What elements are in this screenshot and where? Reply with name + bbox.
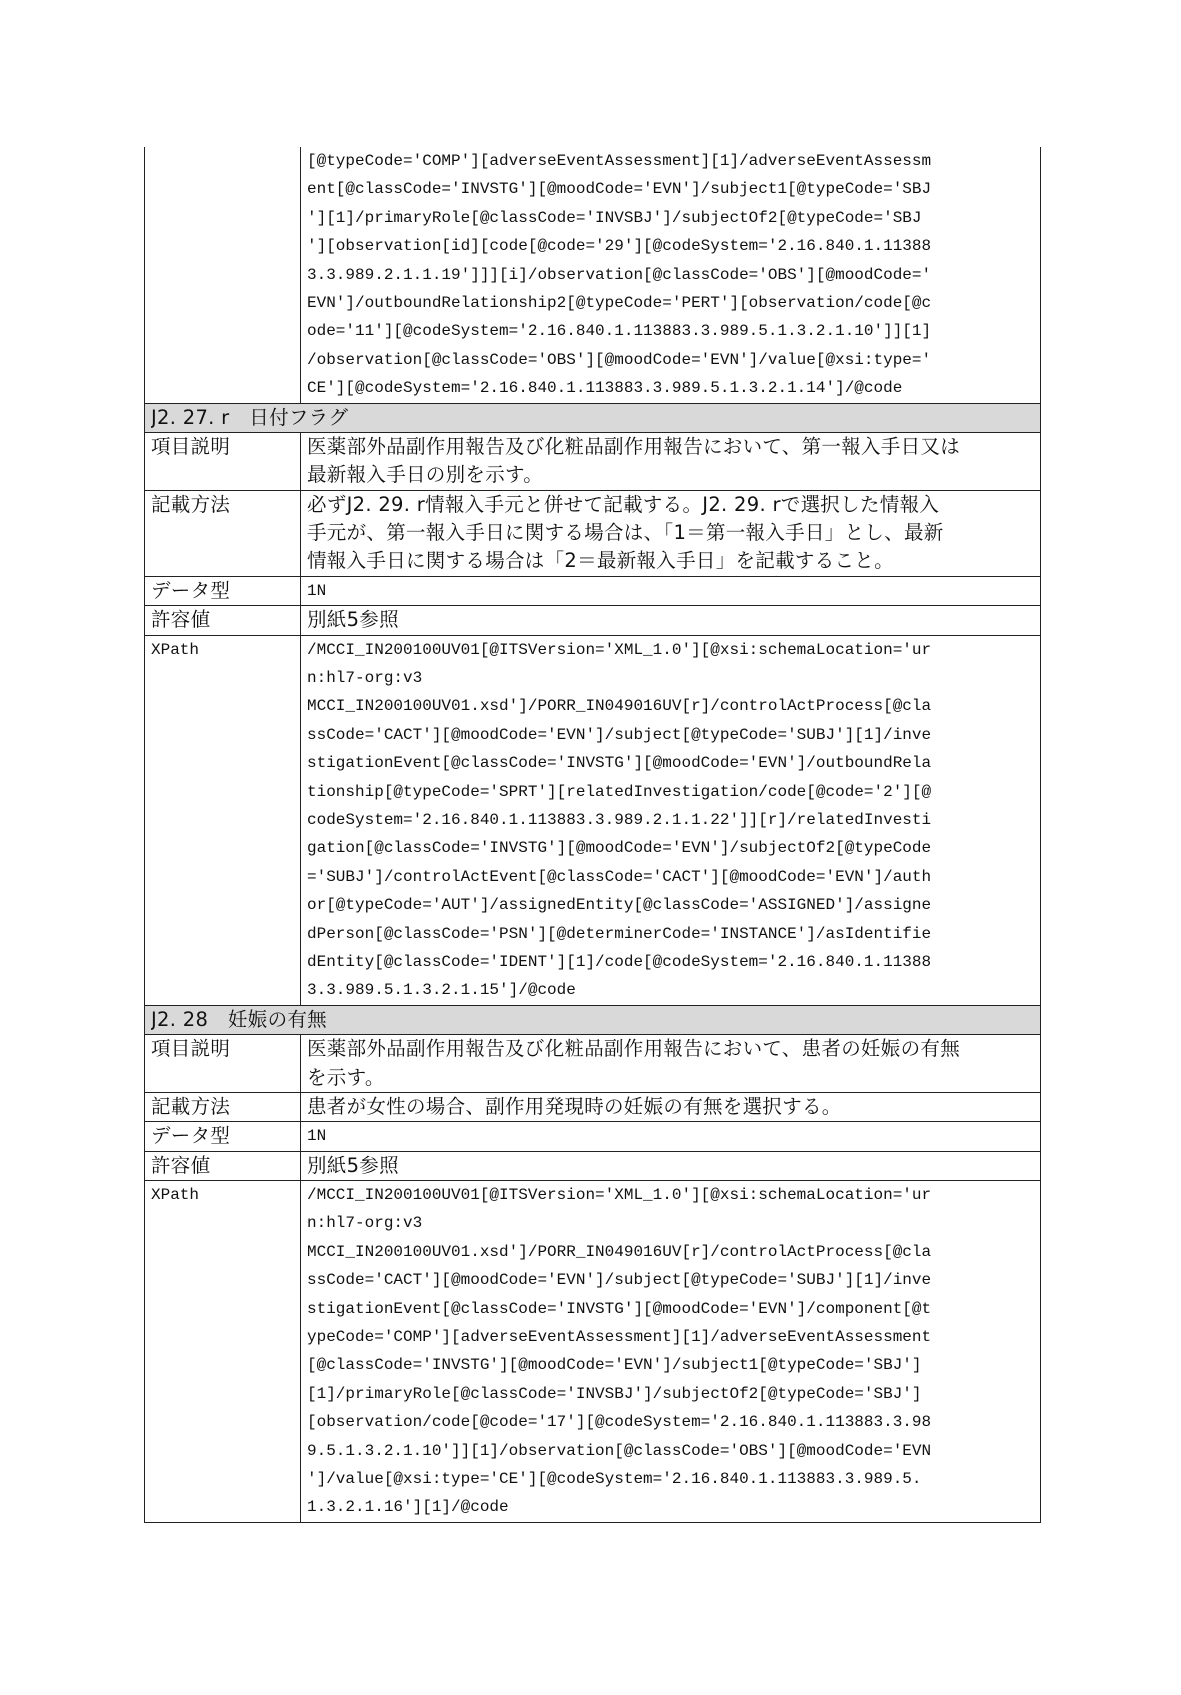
xpath-line: '][observation[id][code[@code='29'][@codeSystem='2.16.840.1.11388 [307,237,932,256]
field-value-line: dPerson[@classCode='PSN'][@determinerCode='INSTANCE']/asIdentifie [307,924,932,943]
field-label-cell [145,1181,301,1523]
field-value-line: ssCode='CACT'][@moodCode='EVN']/subject[@typeCode='SUBJ'][1]/inve [307,1271,932,1290]
xpath-line: /observation[@classCode='OBS'][@moodCode='EVN']/value[@xsi:type=' [307,350,932,369]
field-value-line: [@classCode='INVSTG'][@moodCode='EVN']/subject1[@typeCode='SBJ'] [307,1356,922,1375]
field-value-cell [301,1122,1041,1151]
field-label: データ型 [151,578,231,602]
field-value-line: tionship[@typeCode='SPRT'][relatedInvestigation/code[@code='2'][@ [307,782,932,801]
field-label-cell [145,635,301,1005]
field-value-line: n:hl7-org:v3 [307,669,423,688]
field-label: 許容値 [151,1153,211,1177]
field-row [145,1181,1041,1523]
field-row [145,606,1041,635]
field-value-line: 別紙5参照 [307,608,399,632]
field-label: XPath [151,640,200,659]
field-value-cell [301,1181,1041,1523]
field-label: 記載方法 [151,492,231,516]
field-row [145,1122,1041,1151]
field-value-cell [301,635,1041,1005]
field-value-line: /MCCI_IN200100UV01[@ITSVersion='XML_1.0'][@xsi:schemaLocation='ur [307,640,932,659]
section-title: J2. 27. r 日付フラグ [151,405,349,429]
field-label: 項目説明 [151,1037,231,1061]
field-value-cell [301,1035,1041,1093]
field-label: 項目説明 [151,434,231,458]
field-value-line: 手元が、第一報入手日に関する場合は、「1＝第一報入手日」とし、最新 [307,521,944,545]
xpath-line: ode='11'][@codeSystem='2.16.840.1.113883.3.989.5.1.3.2.1.10']][1] [307,322,932,341]
field-label-cell [145,606,301,635]
xpath-line: CE'][@codeSystem='2.16.840.1.113883.3.989.5.1.3.2.1.14']/@code [307,379,903,398]
field-label-cell [145,1151,301,1180]
field-value-line: 最新報入手日の別を示す。 [307,463,544,487]
field-value-line: [1]/primaryRole[@classCode='INVSBJ']/subjectOf2[@typeCode='SBJ'] [307,1384,922,1403]
continuation-row [145,147,1041,403]
field-value-line: n:hl7-org:v3 [307,1214,423,1233]
xpath-line: [@typeCode='COMP'][adverseEventAssessment][1]/adverseEventAssessm [307,152,932,170]
field-value-line: を示す。 [307,1065,385,1089]
field-label-cell [145,576,301,605]
field-value-line: 9.5.1.3.2.1.10']][1]/observation[@classCode='OBS'][@moodCode='EVN [307,1441,932,1460]
field-row [145,1092,1041,1121]
field-row [145,1151,1041,1180]
field-value-line: codeSystem='2.16.840.1.113883.3.989.2.1.1.22']][r]/relatedInvesti [307,810,932,829]
field-value-line: ='SUBJ']/controlActEvent[@classCode='CACT'][@moodCode='EVN']/auth [307,867,932,886]
field-value-line: MCCI_IN200100UV01.xsd']/PORR_IN049016UV[r]/controlActProcess[@cla [307,697,932,716]
field-value-line: [observation/code[@code='17'][@codeSystem='2.16.840.1.113883.3.98 [307,1413,932,1432]
field-value-line: 別紙5参照 [307,1153,399,1177]
field-row [145,635,1041,1005]
field-value-line: gation[@classCode='INVSTG'][@moodCode='EVN']/subjectOf2[@typeCode [307,839,932,858]
spec-table [144,147,1041,1523]
field-value-line: 必ずJ2. 29. r情報入手元と併せて記載する。J2. 29. rで選択した情報入 [307,492,940,516]
field-value-cell [301,490,1041,576]
section-header [145,403,1041,432]
xpath-line: EVN']/outboundRelationship2[@typeCode='PERT'][observation/code[@c [307,293,932,312]
field-label: 記載方法 [151,1094,231,1118]
field-value-line: 医薬部外品副作用報告及び化粧品副作用報告において、患者の妊娠の有無 [307,1037,961,1061]
field-value-line: MCCI_IN200100UV01.xsd']/PORR_IN049016UV[r]/controlActProcess[@cla [307,1242,932,1261]
field-label-cell [145,490,301,576]
field-label-cell [145,432,301,490]
field-value-line: 医薬部外品副作用報告及び化粧品副作用報告において、第一報入手日又は [307,434,961,458]
xpath-line: '][1]/primaryRole[@classCode='INVSBJ']/subjectOf2[@typeCode='SBJ [307,208,922,227]
field-value-cell [301,606,1041,635]
field-value-line: ssCode='CACT'][@moodCode='EVN']/subject[@typeCode='SUBJ'][1]/inve [307,725,932,744]
continuation-label-cell [145,147,301,403]
section-header-row [145,403,1041,432]
field-label: 許容値 [151,608,211,632]
section-header-row [145,1005,1041,1034]
section-header [145,1005,1041,1034]
xpath-line: ent[@classCode='INVSTG'][@moodCode='EVN']/subject1[@typeCode='SBJ [307,180,932,199]
field-label: データ型 [151,1124,231,1148]
field-row [145,490,1041,576]
field-label-cell [145,1035,301,1093]
field-value-line: 患者が女性の場合、副作用発現時の妊娠の有無を選択する。 [307,1094,842,1118]
field-value-line: ']/value[@xsi:type='CE'][@codeSystem='2.16.840.1.113883.3.989.5. [307,1469,922,1488]
field-value-cell [301,432,1041,490]
field-value-cell [301,1151,1041,1180]
section-title: J2. 28 妊娠の有無 [151,1007,327,1031]
field-value-cell [301,576,1041,605]
field-row [145,432,1041,490]
field-value-line: or[@typeCode='AUT']/assignedEntity[@classCode='ASSIGNED']/assigne [307,896,932,915]
continuation-xpath-cell [301,147,1041,403]
field-value-line: 1N [307,581,327,600]
field-value-line: 3.3.989.5.1.3.2.1.15']/@code [307,981,576,1000]
field-label-cell [145,1092,301,1121]
field-value-line: 情報入手日に関する場合は「2＝最新報入手日」を記載すること。 [307,549,894,573]
field-label-cell [145,1122,301,1151]
field-value-line: ypeCode='COMP'][adverseEventAssessment][1]/adverseEventAssessment [307,1328,932,1347]
field-label: XPath [151,1186,200,1205]
field-value-line: 1N [307,1127,327,1146]
field-value-line: dEntity[@classCode='IDENT'][1]/code[@codeSystem='2.16.840.1.11388 [307,952,932,971]
xpath-line: 3.3.989.2.1.1.19']]][i]/observation[@classCode='OBS'][@moodCode=' [307,265,932,284]
field-value-line: stigationEvent[@classCode='INVSTG'][@moodCode='EVN']/outboundRela [307,754,932,773]
field-row [145,1035,1041,1093]
field-value-line: /MCCI_IN200100UV01[@ITSVersion='XML_1.0'][@xsi:schemaLocation='ur [307,1186,932,1205]
field-value-cell [301,1092,1041,1121]
field-row [145,576,1041,605]
field-value-line: stigationEvent[@classCode='INVSTG'][@moodCode='EVN']/component[@t [307,1299,932,1318]
field-value-line: 1.3.2.1.16'][1]/@code [307,1498,509,1517]
